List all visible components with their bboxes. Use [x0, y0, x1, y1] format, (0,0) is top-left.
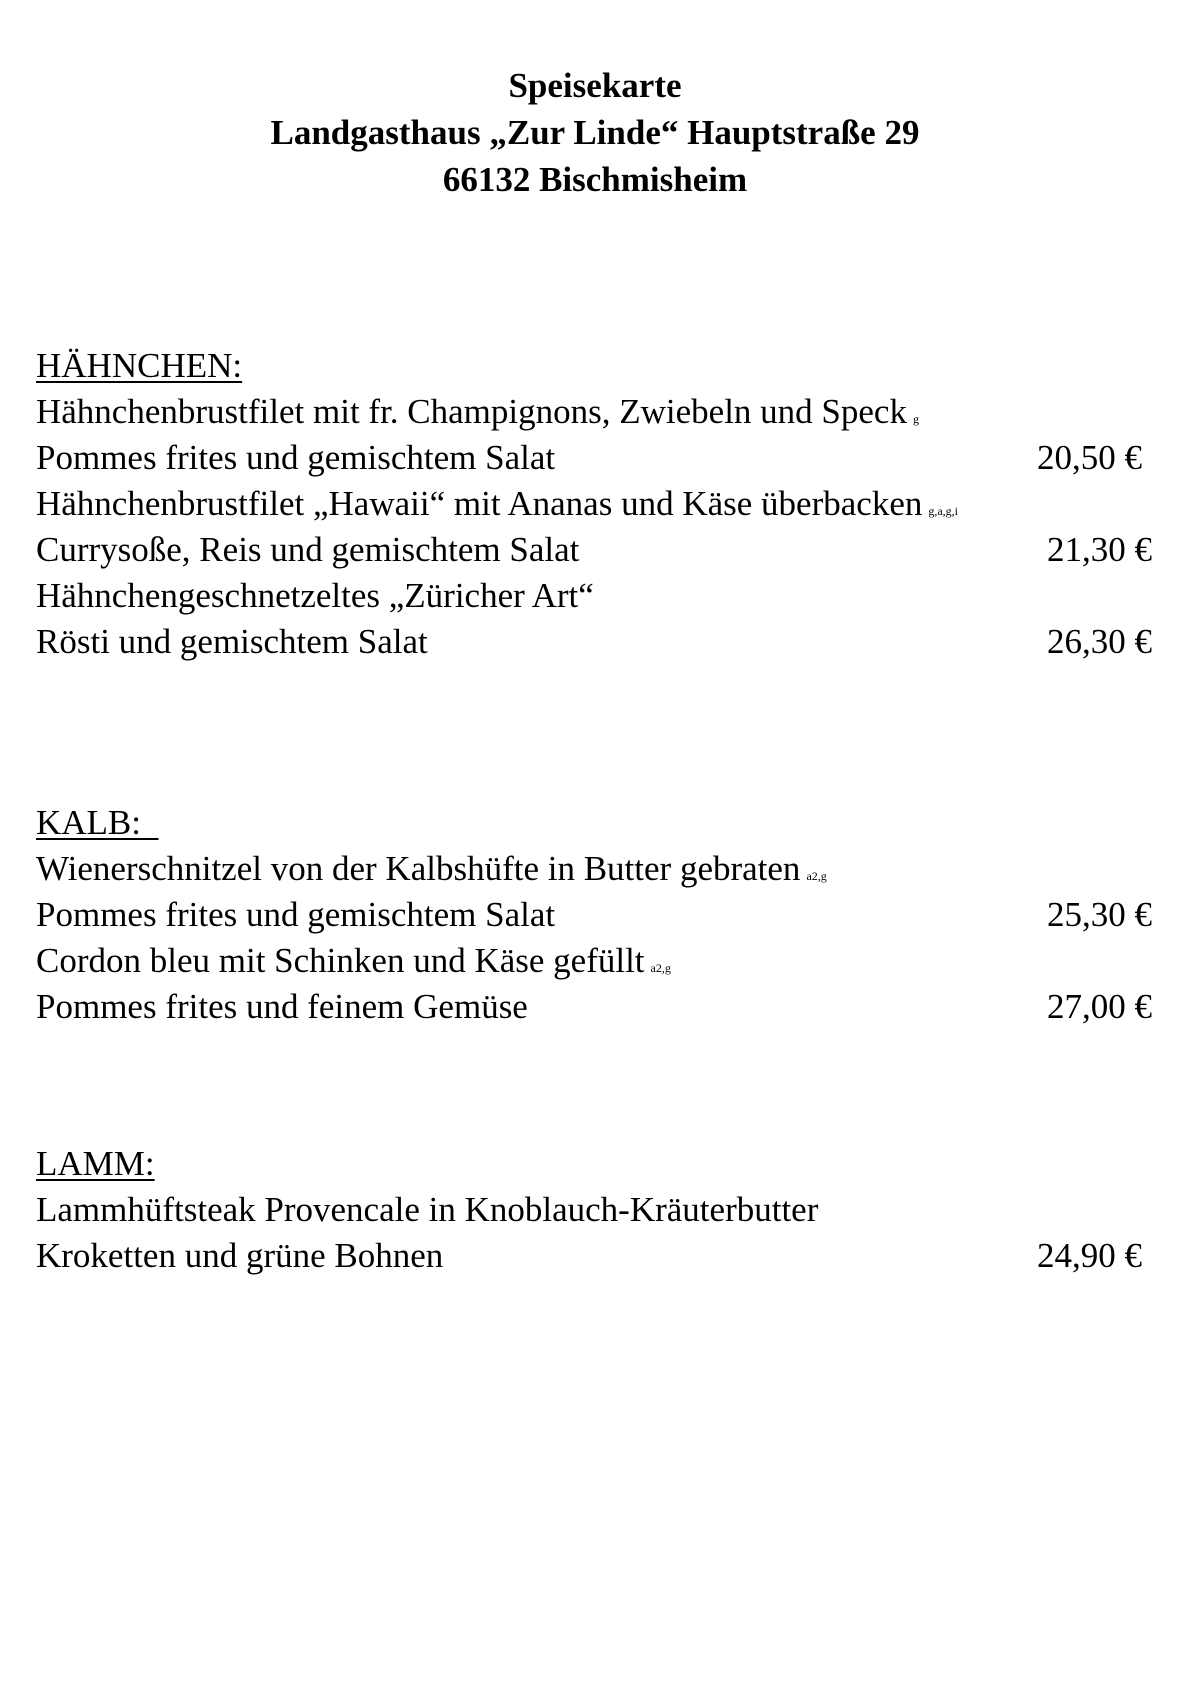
side-dish: Currysoße, Reis und gemischtem Salat	[36, 530, 580, 569]
menu-line	[36, 389, 1166, 435]
menu-line	[36, 846, 1166, 892]
menu-header	[0, 62, 1190, 203]
menu-line	[36, 892, 1166, 938]
menu-title: Speisekarte	[508, 66, 682, 105]
menu-line	[36, 938, 1166, 984]
price: 25,30 €	[1047, 895, 1152, 934]
price: 21,30 €	[1047, 530, 1152, 569]
price: 24,90 €	[1037, 1236, 1142, 1275]
section-haehnchen	[36, 343, 1166, 665]
allergen-code: a2,g	[650, 961, 671, 975]
menu-line	[36, 1233, 1166, 1279]
menu-line	[36, 481, 1166, 527]
allergen-code: a2,g	[806, 869, 827, 883]
dish-name: Hähnchenbrustfilet „Hawaii“ mit Ananas und Käse überbacken	[36, 484, 923, 523]
price: 20,50 €	[1037, 438, 1142, 477]
allergen-code: g	[912, 412, 919, 426]
dish-name: Lammhüftsteak Provencale in Knoblauch-Kräuterbutter	[36, 1190, 819, 1229]
side-dish: Pommes frites und gemischtem Salat	[36, 895, 556, 934]
dish-name: Hähnchenbrustfilet mit fr. Champignons, Zwiebeln und Speck	[36, 392, 907, 431]
restaurant-postal-city: 66132 Bischmisheim	[442, 160, 748, 199]
section-heading: HÄHNCHEN:	[36, 346, 243, 385]
menu-line	[36, 435, 1166, 481]
section-heading: LAMM:	[36, 1144, 155, 1183]
dish-name: Cordon bleu mit Schinken und Käse gefüllt	[36, 941, 645, 980]
side-dish: Kroketten und grüne Bohnen	[36, 1236, 444, 1275]
side-dish: Pommes frites und gemischtem Salat	[36, 438, 556, 477]
menu-line	[36, 573, 1166, 619]
section-kalb	[36, 800, 1166, 1030]
section-lamm	[36, 1141, 1166, 1279]
menu-line	[36, 527, 1166, 573]
side-dish: Pommes frites und feinem Gemüse	[36, 987, 528, 1026]
allergen-code: g,a,g,i	[928, 504, 959, 518]
price: 27,00 €	[1047, 987, 1152, 1026]
price: 26,30 €	[1047, 622, 1152, 661]
dish-name: Wienerschnitzel von der Kalbshüfte in Butter gebraten	[36, 849, 801, 888]
restaurant-name-address: Landgasthaus „Zur Linde“ Hauptstraße 29	[270, 113, 920, 152]
menu-line	[36, 984, 1166, 1030]
menu-line	[36, 619, 1166, 665]
side-dish: Rösti und gemischtem Salat	[36, 622, 428, 661]
dish-name: Hähnchengeschnetzeltes „Züricher Art“	[36, 576, 594, 615]
menu-line	[36, 1187, 1166, 1233]
section-heading: KALB:	[36, 803, 159, 842]
